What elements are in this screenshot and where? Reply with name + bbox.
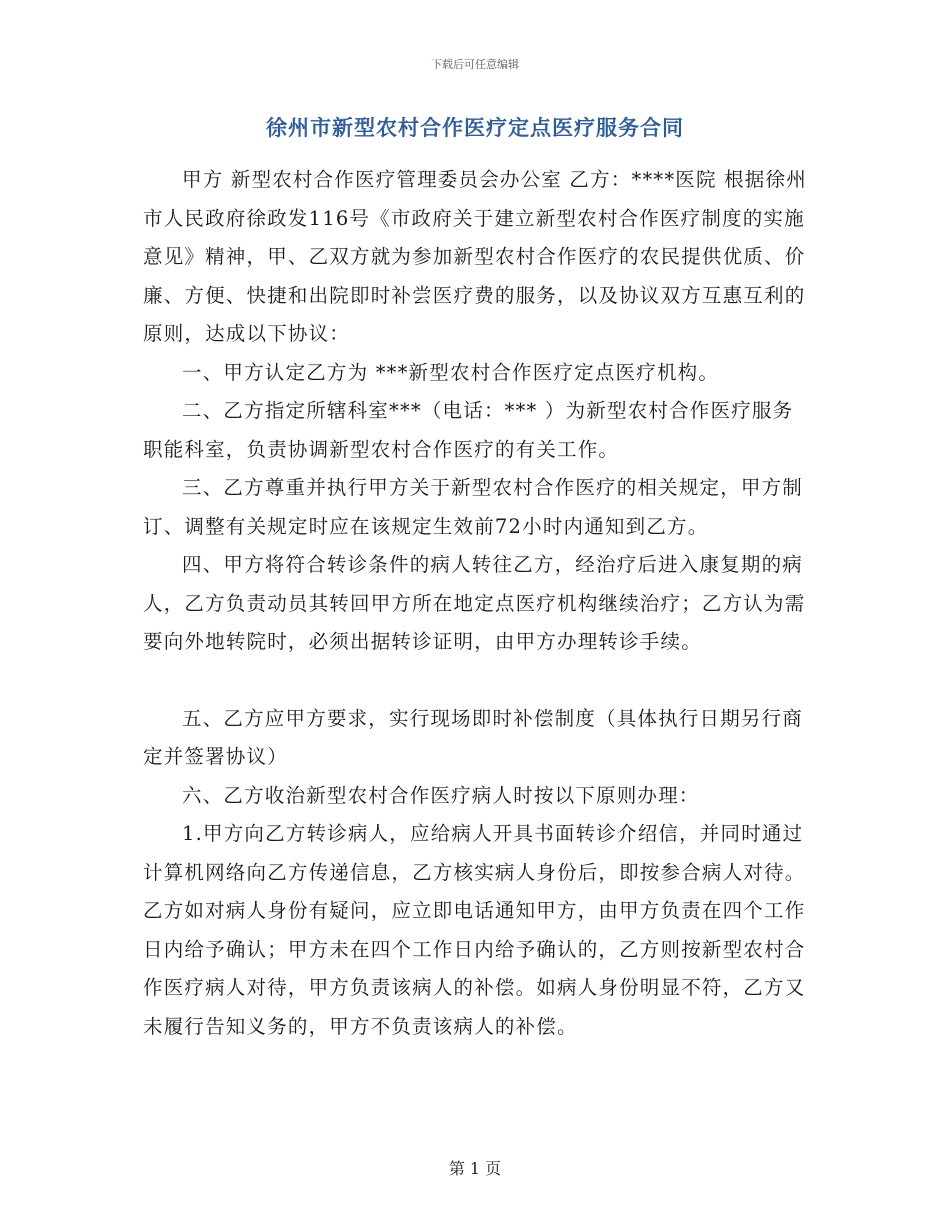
paragraph-clause-6-1: 1.甲方向乙方转诊病人，应给病人开具书面转诊介绍信，并同时通过计算机网络向乙方传递信息，乙方核实病人身份后，即按参合病人对待。乙方如对病人身份有疑问，应立即电话通知甲方，由甲方负责在四个工作日内给予确认；甲方未在四个工作日内给予确认的，乙方则按新型农村合作医疗病人对待，甲方负责该病人的补偿。如病人身份明显不符，乙方又未履行告知义务的，甲方不负责该病人的补偿。: [143, 822, 806, 1038]
paragraph-clause-2: 二、乙方指定所辖科室***（电话：*** ）为新型农村合作医疗服务职能科室，负责协调新型农村合作医疗的有关工作。: [143, 399, 794, 461]
paragraph-clause-6: 六、乙方收治新型农村合作医疗病人时按以下原则办理：: [182, 783, 700, 807]
paragraph-clause-1: 一、甲方认定乙方为 ***新型农村合作医疗定点医疗机构。: [182, 360, 720, 384]
document-title: 徐州市新型农村合作医疗定点医疗服务合同: [266, 115, 684, 140]
header-note: 下载后可任意编辑: [431, 58, 519, 71]
paragraph-clause-5: 五、乙方应甲方要求，实行现场即时补偿制度（具体执行日期另行商定并签署协议）: [143, 706, 804, 768]
paragraph-clause-3: 三、乙方尊重并执行甲方关于新型农村合作医疗的相关规定，甲方制订、调整有关规定时应在该规定生效前72小时内通知到乙方。: [143, 476, 804, 538]
document-body: [143, 161, 809, 1046]
paragraph-clause-4: 四、甲方将符合转诊条件的病人转往乙方，经治疗后进入康复期的病人，乙方负责动员其转回甲方所在地定点医疗机构继续治疗；乙方认为需要向外地转院时，必须出据转诊证明，由甲方办理转诊手续。: [143, 553, 806, 653]
paragraph-preamble: 甲方 新型农村合作医疗管理委员会办公室 乙方：****医院 根据徐州市人民政府徐政发116号《市政府关于建立新型农村合作医疗制度的实施意见》精神，甲、乙双方就为参加新型农村合作医疗的农民提供优质、价廉、方便、快捷和出院即时补尝医疗费的服务，以及协议双方互惠互利的原则，达成以下协议：: [143, 168, 807, 345]
page-number: 第 1 页: [448, 1159, 502, 1178]
